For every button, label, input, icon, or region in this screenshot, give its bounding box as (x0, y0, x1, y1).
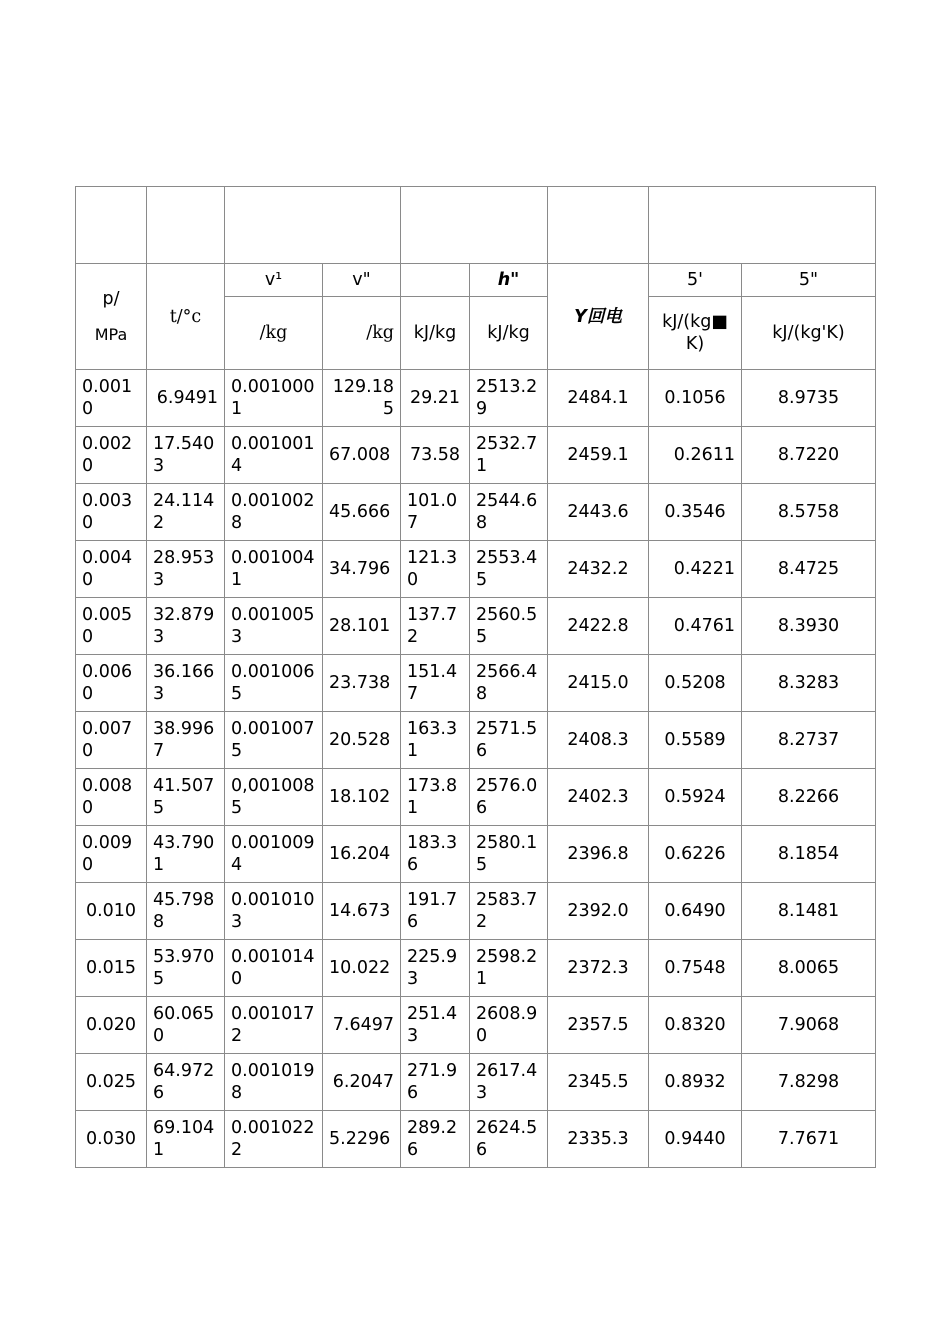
cell-t: 60.0650 (147, 997, 225, 1054)
cell-p: 0.0050 (76, 598, 147, 655)
cell-p: 0.0060 (76, 655, 147, 712)
cell-v2: 34.796 (323, 541, 401, 598)
table-row (76, 1111, 876, 1168)
cell-v1: 0.0010094 (225, 826, 323, 883)
cell-s2: 7.8298 (742, 1054, 876, 1111)
header-s1-unit: kJ/(kg■K) (649, 297, 742, 370)
cell-t: 24.1142 (147, 484, 225, 541)
cell-t: 28.9533 (147, 541, 225, 598)
cell-s2: 8.2737 (742, 712, 876, 769)
cell-t: 69.1041 (147, 1111, 225, 1168)
cell-t: 6.9491 (147, 370, 225, 427)
cell-v2: 45.666 (323, 484, 401, 541)
cell-h1: 137.72 (401, 598, 470, 655)
cell-t: 17.5403 (147, 427, 225, 484)
table-row (76, 940, 876, 997)
table-row (76, 427, 876, 484)
cell-v1: 0.0010140 (225, 940, 323, 997)
header-temperature: t/°c (147, 264, 225, 370)
cell-v2: 5.2296 (323, 1111, 401, 1168)
cell-v2: 10.022 (323, 940, 401, 997)
cell-s2: 8.4725 (742, 541, 876, 598)
cell-r: 2443.6 (548, 484, 649, 541)
blank-cell (401, 187, 548, 264)
cell-v2: 18.102 (323, 769, 401, 826)
table-row (76, 370, 876, 427)
cell-t: 64.9726 (147, 1054, 225, 1111)
cell-p: 0.015 (76, 940, 147, 997)
cell-h2: 2566.48 (470, 655, 548, 712)
cell-s2: 8.1481 (742, 883, 876, 940)
cell-s2: 8.7220 (742, 427, 876, 484)
cell-s1: 0.8932 (649, 1054, 742, 1111)
steam-property-table (75, 186, 876, 1168)
cell-v2: 7.6497 (323, 997, 401, 1054)
cell-t: 32.8793 (147, 598, 225, 655)
cell-s1: 0.5589 (649, 712, 742, 769)
cell-v2: 16.204 (323, 826, 401, 883)
cell-r: 2432.2 (548, 541, 649, 598)
cell-s2: 8.5758 (742, 484, 876, 541)
blank-cell (548, 187, 649, 264)
cell-p: 0.030 (76, 1111, 147, 1168)
cell-p: 0.0010 (76, 370, 147, 427)
cell-s2: 8.2266 (742, 769, 876, 826)
cell-r: 2396.8 (548, 826, 649, 883)
cell-h1: 73.58 (401, 427, 470, 484)
cell-s1: 0.5924 (649, 769, 742, 826)
cell-s1: 0.9440 (649, 1111, 742, 1168)
blank-header-row (76, 187, 876, 264)
cell-h2: 2608.90 (470, 997, 548, 1054)
cell-s1: 0.1056 (649, 370, 742, 427)
cell-v2: 67.008 (323, 427, 401, 484)
cell-r: 2335.3 (548, 1111, 649, 1168)
cell-v1: 0.0010014 (225, 427, 323, 484)
cell-h2: 2553.45 (470, 541, 548, 598)
table-row (76, 883, 876, 940)
cell-s2: 8.3930 (742, 598, 876, 655)
header-h1-unit: kJ/kg (401, 297, 470, 370)
cell-v1: 0,0010085 (225, 769, 323, 826)
cell-h1: 225.93 (401, 940, 470, 997)
pressure-unit: MPa (94, 324, 128, 344)
cell-p: 0.0040 (76, 541, 147, 598)
cell-h1: 271.96 (401, 1054, 470, 1111)
cell-v2: 20.528 (323, 712, 401, 769)
header-pressure (76, 264, 147, 370)
header-v2-symbol: v" (323, 264, 401, 297)
table-row (76, 712, 876, 769)
pressure-label: p/ (102, 288, 120, 309)
cell-v2: 6.2047 (323, 1054, 401, 1111)
header-s2-unit: kJ/(kg'K) (742, 297, 876, 370)
blank-cell (76, 187, 147, 264)
cell-t: 36.1663 (147, 655, 225, 712)
cell-s1: 0.5208 (649, 655, 742, 712)
cell-t: 45.7988 (147, 883, 225, 940)
cell-h2: 2598.21 (470, 940, 548, 997)
cell-v1: 0.0010053 (225, 598, 323, 655)
cell-h2: 2617.43 (470, 1054, 548, 1111)
table-row (76, 826, 876, 883)
cell-s1: 0.7548 (649, 940, 742, 997)
cell-v1: 0.0010103 (225, 883, 323, 940)
header-v2-unit: /kg (323, 297, 401, 370)
cell-s2: 7.7671 (742, 1111, 876, 1168)
cell-t: 38.9967 (147, 712, 225, 769)
cell-r: 2459.1 (548, 427, 649, 484)
cell-h2: 2560.55 (470, 598, 548, 655)
cell-h1: 183.36 (401, 826, 470, 883)
header-v1-unit: /kg (225, 297, 323, 370)
cell-h2: 2580.15 (470, 826, 548, 883)
cell-v1: 0.0010222 (225, 1111, 323, 1168)
cell-r: 2422.8 (548, 598, 649, 655)
cell-p: 0.0070 (76, 712, 147, 769)
cell-h1: 289.26 (401, 1111, 470, 1168)
cell-s2: 7.9068 (742, 997, 876, 1054)
cell-v2: 28.101 (323, 598, 401, 655)
cell-h2: 2532.71 (470, 427, 548, 484)
cell-v1: 0.0010001 (225, 370, 323, 427)
table-row (76, 541, 876, 598)
cell-s2: 8.1854 (742, 826, 876, 883)
cell-p: 0.025 (76, 1054, 147, 1111)
cell-s2: 8.9735 (742, 370, 876, 427)
table-row (76, 484, 876, 541)
cell-r: 2484.1 (548, 370, 649, 427)
table-row (76, 997, 876, 1054)
cell-r: 2408.3 (548, 712, 649, 769)
cell-s1: 0.6490 (649, 883, 742, 940)
cell-t: 43.7901 (147, 826, 225, 883)
cell-p: 0.0020 (76, 427, 147, 484)
cell-p: 0.010 (76, 883, 147, 940)
cell-r: 2402.3 (548, 769, 649, 826)
cell-v2: 129.185 (323, 370, 401, 427)
header-h2-symbol: h" (470, 264, 548, 297)
cell-s1: 0.2611 (649, 427, 742, 484)
table-row (76, 598, 876, 655)
cell-v1: 0.0010198 (225, 1054, 323, 1111)
header-v1-symbol: v¹ (225, 264, 323, 297)
cell-t: 41.5075 (147, 769, 225, 826)
cell-p: 0.0090 (76, 826, 147, 883)
table-row (76, 655, 876, 712)
cell-h1: 101.07 (401, 484, 470, 541)
cell-s2: 8.3283 (742, 655, 876, 712)
header-h1-symbol (401, 264, 470, 297)
cell-h2: 2624.56 (470, 1111, 548, 1168)
cell-s1: 0.6226 (649, 826, 742, 883)
cell-r: 2415.0 (548, 655, 649, 712)
cell-h2: 2571.56 (470, 712, 548, 769)
cell-h1: 151.47 (401, 655, 470, 712)
cell-p: 0.020 (76, 997, 147, 1054)
cell-v1: 0.0010028 (225, 484, 323, 541)
cell-h2: 2513.29 (470, 370, 548, 427)
cell-s1: 0.4761 (649, 598, 742, 655)
cell-v1: 0.0010075 (225, 712, 323, 769)
cell-h2: 2576.06 (470, 769, 548, 826)
blank-cell (225, 187, 401, 264)
cell-h1: 121.30 (401, 541, 470, 598)
cell-v2: 23.738 (323, 655, 401, 712)
cell-r: 2357.5 (548, 997, 649, 1054)
cell-v1: 0.0010065 (225, 655, 323, 712)
header-row-symbols (76, 264, 876, 297)
cell-h1: 29.21 (401, 370, 470, 427)
cell-r: 2392.0 (548, 883, 649, 940)
cell-p: 0.0030 (76, 484, 147, 541)
cell-r: 2372.3 (548, 940, 649, 997)
cell-h1: 251.43 (401, 997, 470, 1054)
table-body (76, 187, 876, 1168)
cell-s2: 8.0065 (742, 940, 876, 997)
cell-h1: 163.31 (401, 712, 470, 769)
cell-v1: 0.0010041 (225, 541, 323, 598)
header-h2-unit: kJ/kg (470, 297, 548, 370)
cell-t: 53.9705 (147, 940, 225, 997)
cell-h2: 2544.68 (470, 484, 548, 541)
header-s2-symbol: 5" (742, 264, 876, 297)
header-s1-symbol: 5' (649, 264, 742, 297)
table-row (76, 1054, 876, 1111)
blank-cell (649, 187, 876, 264)
cell-h2: 2583.72 (470, 883, 548, 940)
table-row (76, 769, 876, 826)
cell-v2: 14.673 (323, 883, 401, 940)
header-r-symbol: Y回电 (548, 264, 649, 370)
blank-cell (147, 187, 225, 264)
cell-s1: 0.4221 (649, 541, 742, 598)
cell-s1: 0.3546 (649, 484, 742, 541)
cell-s1: 0.8320 (649, 997, 742, 1054)
cell-h1: 173.81 (401, 769, 470, 826)
cell-h1: 191.76 (401, 883, 470, 940)
cell-v1: 0.0010172 (225, 997, 323, 1054)
cell-p: 0.0080 (76, 769, 147, 826)
cell-r: 2345.5 (548, 1054, 649, 1111)
